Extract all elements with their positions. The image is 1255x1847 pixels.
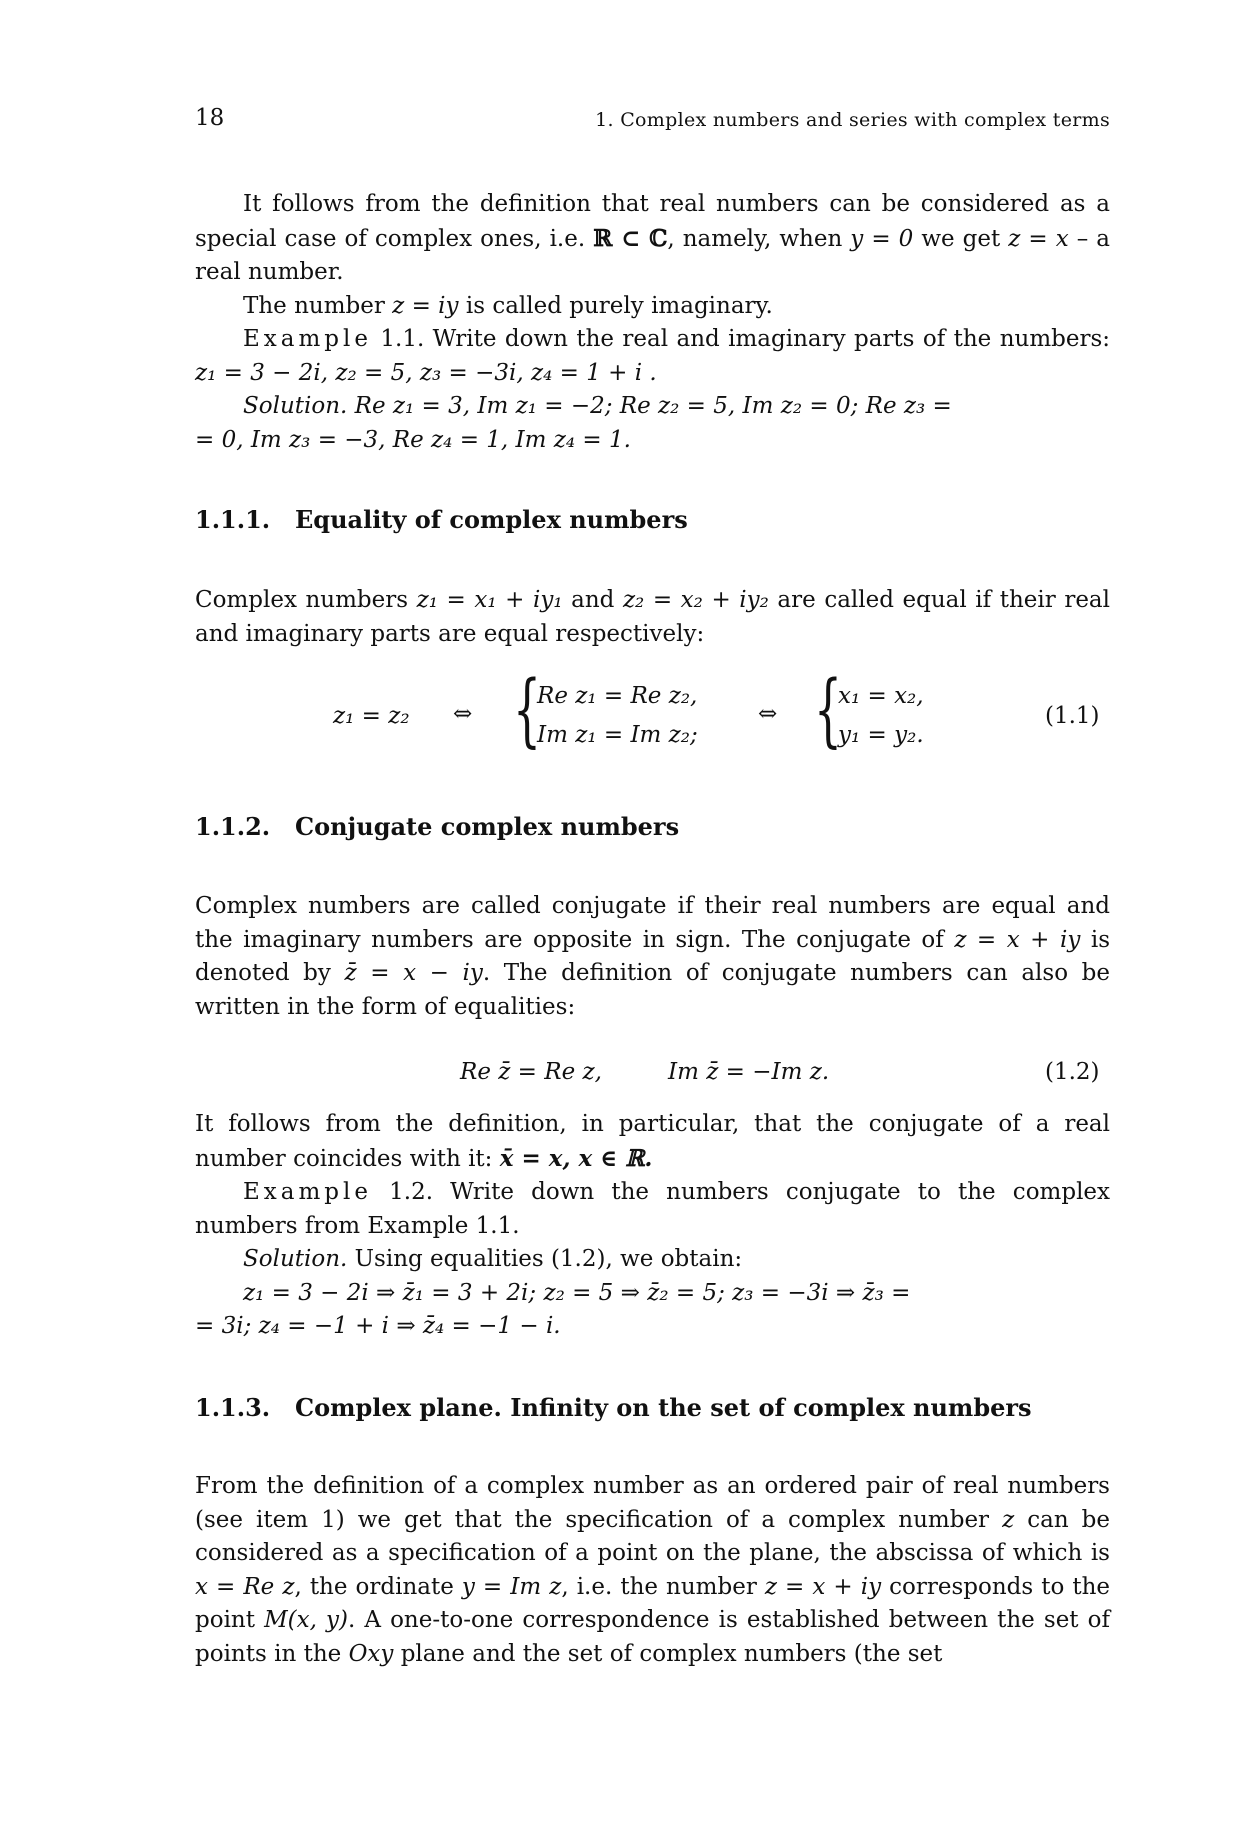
page-number: 18 xyxy=(195,105,225,131)
running-title: 1. Complex numbers and series with complex terms xyxy=(595,109,1110,131)
left-brace: { xyxy=(814,663,842,756)
imaginary-paragraph: The number z = iy is called purely imaginary. xyxy=(243,292,773,319)
section-heading-1-1-3: 1.1.3. Complex plane. Infinity on the set of complex numbers xyxy=(195,1393,1032,1422)
equality-paragraph: Complex numbers z₁ = x₁ + iy₁ and z₂ = x₂ + iy₂ are called equal if their real and imaginary parts are equal respectively: xyxy=(195,587,1111,647)
intro-paragraph: It follows from the definition that real numbers can be considered as a special case of complex ones, i.e. ℝ ⊂ ℂ, namely, when y = 0 we get z = x – a real number. xyxy=(195,191,1111,285)
solution-1-2-line2: = 3i; z₄ = −1 + i ⇒ z̄₄ = −1 − i. xyxy=(195,1313,561,1339)
left-brace: { xyxy=(513,663,541,756)
conjugate-paragraph: Complex numbers are called conjugate if their real numbers are equal and the imaginary numbers are opposite in sign. The conjugate of z = x + iy is denoted by z̄ = x − iy. The definition of conjugate numbers can also be written in the form of equalities: xyxy=(195,893,1110,1020)
complex-plane-paragraph: From the definition of a complex number as an ordered pair of real numbers (see item 1) we get that the specification of a complex number z can be considered as a specification of a point on the plane, the abscissa of which is x = Re z, the ordinate y = Im z, i.e. the number z = x + iy corresponds to the point M(x, y). A one-to-one correspondence is established between the set of points in the Oxy plane and the set of complex numbers (the set xyxy=(195,1473,1111,1667)
section-heading-1-1-2: 1.1.2. Conjugate complex numbers xyxy=(195,812,680,841)
solution-1-2-line1: z₁ = 3 − 2i ⇒ z̄₁ = 3 + 2i; z₂ = 5 ⇒ z̄₂ = 5; z₃ = −3i ⇒ z̄₃ = xyxy=(243,1279,911,1306)
page-header xyxy=(195,105,1110,137)
solution-1-1-cont: = 0, Im z₃ = −3, Re z₄ = 1, Im z₄ = 1. xyxy=(195,426,631,453)
book-page: 18 1. Complex numbers and series with complex terms It follows from the definition that real numbers can be considered as a special case of complex ones, i.e. ℝ ⊂ ℂ, namely, when y = 0 we get z = x – a real number. The number z = iy is called purely imaginary. Example 1.1. Write down the real and imaginary parts of the numbers: z₁ = 3 − 2i, z₂ = 5, z₃ = −3i, z₄ = 1 + i . Solution. Re z₁ = 3, Im z₁ = −2; Re z₂ = 5, Im z₂ = 0; Re z₃ = = 0, Im z₃ = −3, Re z₄ = 1, Im z₄ = 1. 1.1.1. Equality of complex numbers Complex numbers z₁ = x₁ + iy₁ and z₂ = x₂ + iy₂ are called equal if their real and imaginary parts are equal respectively: z₁ = z₂ ⇔ { Re z₁ = Re z₂, Im z₁ = Im z₂; ⇔ { x₁ = x₂, y₁ = y₂. (1.1) 1.1.2. Conjugate complex numbers Complex numbers are called conjugate if their real numbers are equal and the imaginary numbers are opposite in sign. The conjugate of z = x + iy is denoted by z̄ = x − iy. The definition of conjugate numbers can also be written in the form of equalities: Re z̄ = Re z, Im z̄ = −Im z. (1.2) It follows from the definition, in particular, that the conjugate of a real number coincides with it: x̄ = x, x ∈ ℝ. Example 1.2. Write down the numbers conjugate to the complex numbers from Example 1.1. Solution. Using equalities (1.2), we obtain: z₁ = 3 − 2i ⇒ z̄₁ = 3 + 2i; z₂ = 5 ⇒ z̄₂ = 5; z₃ = −3i ⇒ z̄₃ = = 3i; z₄ = −1 + i ⇒ z̄₄ = −1 − i. 1.1.3. Complex plane. Infinity on the set of complex numbers From the definition of a complex number as an ordered pair of real numbers (see item 1) we get that the specification of a complex number z can be considered as a specification of a point on the plane, the abscissa of which is x = Re z, the ordinate y = Im z, i.e. the number z = x + iy corresponds to the point M(x, y). A one-to-one correspondence is established between the set of points in the Oxy plane and the set of complex numbers (the set xyxy=(0,0,1255,1847)
example-1-2: Example 1.2. Write down the numbers conjugate to the complex numbers from Example 1.1. xyxy=(195,1179,1111,1239)
conjugate-followup: It follows from the definition, in particular, that the conjugate of a real number coincides with it: x̄ = x, x ∈ ℝ. Example 1.2. Write down the numbers conjugate to the complex numbers from Example 1.1. Solution. Using equalities (1.2), we obtain: z₁ = 3 − 2i ⇒ z̄₁ = 3 + 2i; z₂ = 5 ⇒ z̄₂ = 5; z₃ = −3i ⇒ z̄₃ = = 3i; z₄ = −1 + i ⇒ z̄₄ = −1 − i. xyxy=(195,1108,1110,1344)
solution-1-2: Solution. Using equalities (1.2), we obtain: xyxy=(243,1246,743,1272)
intro-block xyxy=(195,188,1110,457)
section-heading-1-1-1: 1.1.1. Equality of complex numbers xyxy=(195,505,688,534)
solution-1-1: Solution. Re z₁ = 3, Im z₁ = −2; Re z₂ = 5, Im z₂ = 0; Re z₃ = xyxy=(243,393,952,419)
example-1-1: Example 1.1. Write down the real and imaginary parts of the numbers: z₁ = 3 − 2i, z₂ = 5, z₃ = −3i, z₄ = 1 + i . xyxy=(195,326,1111,386)
